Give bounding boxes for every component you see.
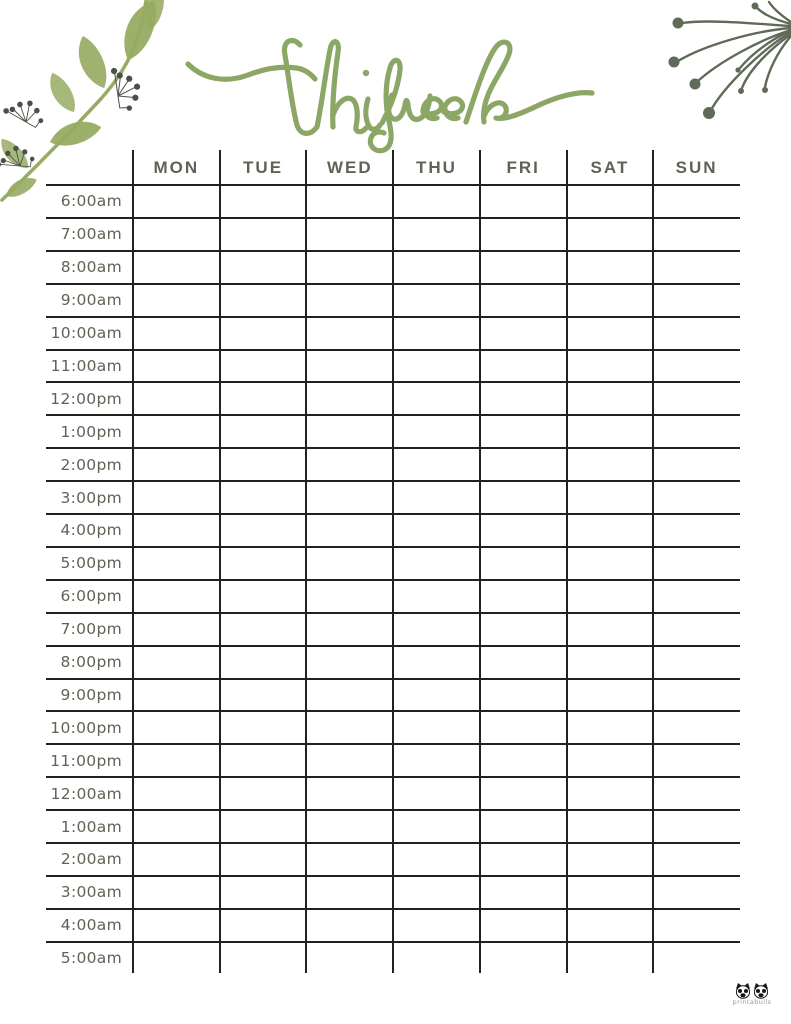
time-label-600am: 6:00am	[60, 192, 122, 211]
cell-wed-16	[307, 712, 392, 743]
cell-tue-1	[221, 219, 306, 250]
cell-sat-2	[568, 252, 653, 283]
cell-wed-11	[307, 548, 392, 579]
cell-mon-16	[134, 712, 219, 743]
page-title	[178, 26, 602, 162]
cell-fri-4	[481, 318, 566, 349]
cell-thu-11	[394, 548, 479, 579]
cell-tue-20	[221, 844, 306, 875]
cell-sun-18	[654, 778, 739, 809]
cell-wed-4	[307, 318, 392, 349]
cell-sun-14	[654, 647, 739, 678]
cell-mon-23	[134, 943, 219, 974]
cell-fri-19	[481, 811, 566, 842]
cell-fri-20	[481, 844, 566, 875]
cell-tue-10	[221, 515, 306, 546]
time-label-1200am: 12:00am	[50, 784, 122, 803]
cell-mon-4	[134, 318, 219, 349]
day-header-fri: FRI	[506, 157, 540, 177]
cell-wed-8	[307, 449, 392, 480]
time-label-400pm: 4:00pm	[60, 521, 122, 540]
cell-thu-0	[394, 186, 479, 217]
cell-sun-19	[654, 811, 739, 842]
cell-mon-5	[134, 351, 219, 382]
cell-mon-10	[134, 515, 219, 546]
cell-tue-6	[221, 383, 306, 414]
day-header-sun: SUN	[675, 157, 718, 177]
cell-mon-20	[134, 844, 219, 875]
cell-wed-2	[307, 252, 392, 283]
cell-thu-12	[394, 581, 479, 612]
cell-sun-5	[654, 351, 739, 382]
cell-fri-15	[481, 680, 566, 711]
cell-sun-4	[654, 318, 739, 349]
day-header-sat: SAT	[590, 157, 630, 177]
time-label-1100am: 11:00am	[50, 356, 122, 375]
bulldog-icon	[732, 982, 772, 999]
cell-wed-1	[307, 219, 392, 250]
cell-fri-12	[481, 581, 566, 612]
cell-sun-21	[654, 877, 739, 908]
cell-sun-8	[654, 449, 739, 480]
time-label-200pm: 2:00pm	[60, 455, 122, 474]
time-label-300pm: 3:00pm	[60, 488, 122, 507]
cell-sun-15	[654, 680, 739, 711]
cell-thu-13	[394, 614, 479, 645]
cell-thu-4	[394, 318, 479, 349]
cell-wed-22	[307, 910, 392, 941]
cell-wed-7	[307, 416, 392, 447]
cell-tue-16	[221, 712, 306, 743]
cell-fri-3	[481, 285, 566, 316]
cell-mon-6	[134, 383, 219, 414]
cell-thu-1	[394, 219, 479, 250]
cell-sun-2	[654, 252, 739, 283]
cell-wed-10	[307, 515, 392, 546]
cell-sun-1	[654, 219, 739, 250]
cell-fri-9	[481, 482, 566, 513]
cell-fri-6	[481, 383, 566, 414]
cell-fri-11	[481, 548, 566, 579]
cell-thu-3	[394, 285, 479, 316]
cell-wed-17	[307, 745, 392, 776]
cell-sun-3	[654, 285, 739, 316]
cell-sat-13	[568, 614, 653, 645]
time-label-900pm: 9:00pm	[60, 685, 122, 704]
time-label-200am: 2:00am	[60, 850, 122, 869]
cell-wed-3	[307, 285, 392, 316]
cell-tue-8	[221, 449, 306, 480]
day-header-thu: THU	[416, 157, 457, 177]
time-label-1000am: 10:00am	[50, 324, 122, 343]
cell-thu-8	[394, 449, 479, 480]
cell-thu-18	[394, 778, 479, 809]
cell-mon-18	[134, 778, 219, 809]
cell-mon-19	[134, 811, 219, 842]
time-label-100am: 1:00am	[60, 817, 122, 836]
cell-thu-6	[394, 383, 479, 414]
cell-mon-9	[134, 482, 219, 513]
cell-tue-17	[221, 745, 306, 776]
cell-sat-22	[568, 910, 653, 941]
cell-thu-9	[394, 482, 479, 513]
cell-mon-3	[134, 285, 219, 316]
berry-branch-decoration	[631, 0, 791, 150]
time-label-500pm: 5:00pm	[60, 554, 122, 573]
cell-thu-22	[394, 910, 479, 941]
cell-sat-20	[568, 844, 653, 875]
time-label-100pm: 1:00pm	[60, 422, 122, 441]
cell-sun-11	[654, 548, 739, 579]
cell-fri-0	[481, 186, 566, 217]
cell-thu-7	[394, 416, 479, 447]
cell-wed-23	[307, 943, 392, 974]
cell-fri-13	[481, 614, 566, 645]
cell-fri-5	[481, 351, 566, 382]
cell-tue-0	[221, 186, 306, 217]
cell-sun-10	[654, 515, 739, 546]
day-header-tue: TUE	[243, 157, 284, 177]
cell-sun-12	[654, 581, 739, 612]
cell-mon-2	[134, 252, 219, 283]
cell-thu-14	[394, 647, 479, 678]
cell-tue-7	[221, 416, 306, 447]
cell-sat-8	[568, 449, 653, 480]
cell-mon-15	[134, 680, 219, 711]
cell-mon-21	[134, 877, 219, 908]
cell-sat-16	[568, 712, 653, 743]
cell-thu-2	[394, 252, 479, 283]
cell-fri-2	[481, 252, 566, 283]
cell-sat-12	[568, 581, 653, 612]
cell-fri-17	[481, 745, 566, 776]
cell-wed-19	[307, 811, 392, 842]
cell-tue-18	[221, 778, 306, 809]
cell-tue-4	[221, 318, 306, 349]
cell-fri-23	[481, 943, 566, 974]
cell-wed-20	[307, 844, 392, 875]
logo-text: printabulls	[732, 998, 772, 1006]
day-header-mon: MON	[153, 157, 200, 177]
cell-sun-6	[654, 383, 739, 414]
cell-tue-14	[221, 647, 306, 678]
time-label-600pm: 6:00pm	[60, 587, 122, 606]
cell-sat-3	[568, 285, 653, 316]
cell-sat-15	[568, 680, 653, 711]
cell-sun-17	[654, 745, 739, 776]
cell-mon-13	[134, 614, 219, 645]
cell-fri-14	[481, 647, 566, 678]
cell-tue-19	[221, 811, 306, 842]
cell-mon-8	[134, 449, 219, 480]
cell-mon-12	[134, 581, 219, 612]
cell-fri-16	[481, 712, 566, 743]
cell-wed-6	[307, 383, 392, 414]
time-label-900am: 9:00am	[60, 291, 122, 310]
cell-thu-19	[394, 811, 479, 842]
cell-tue-21	[221, 877, 306, 908]
cell-wed-0	[307, 186, 392, 217]
cell-mon-7	[134, 416, 219, 447]
cell-sat-6	[568, 383, 653, 414]
cell-thu-16	[394, 712, 479, 743]
cell-wed-13	[307, 614, 392, 645]
cell-thu-17	[394, 745, 479, 776]
cell-sun-16	[654, 712, 739, 743]
time-label-800am: 8:00am	[60, 258, 122, 277]
cell-tue-22	[221, 910, 306, 941]
cell-mon-11	[134, 548, 219, 579]
cell-wed-9	[307, 482, 392, 513]
cell-thu-5	[394, 351, 479, 382]
cell-wed-15	[307, 680, 392, 711]
cell-sun-20	[654, 844, 739, 875]
cell-tue-15	[221, 680, 306, 711]
cell-sat-11	[568, 548, 653, 579]
time-label-800pm: 8:00pm	[60, 653, 122, 672]
cell-sun-13	[654, 614, 739, 645]
cell-tue-11	[221, 548, 306, 579]
cell-thu-23	[394, 943, 479, 974]
time-label-700pm: 7:00pm	[60, 620, 122, 639]
cell-sat-14	[568, 647, 653, 678]
cell-mon-17	[134, 745, 219, 776]
cell-fri-21	[481, 877, 566, 908]
cell-fri-18	[481, 778, 566, 809]
cell-tue-9	[221, 482, 306, 513]
cell-sun-0	[654, 186, 739, 217]
cell-sun-7	[654, 416, 739, 447]
cell-wed-12	[307, 581, 392, 612]
day-header-wed: WED	[326, 157, 373, 177]
time-label-1200pm: 12:00pm	[50, 389, 122, 408]
title-script-art	[178, 26, 602, 162]
cell-fri-8	[481, 449, 566, 480]
cell-sun-23	[654, 943, 739, 974]
time-label-1000pm: 10:00pm	[50, 718, 122, 737]
cell-sat-5	[568, 351, 653, 382]
cell-tue-2	[221, 252, 306, 283]
cell-sat-23	[568, 943, 653, 974]
printabulls-logo	[722, 982, 782, 1018]
cell-sat-0	[568, 186, 653, 217]
cell-mon-14	[134, 647, 219, 678]
cell-tue-3	[221, 285, 306, 316]
time-label-1100pm: 11:00pm	[50, 751, 122, 770]
cell-sat-18	[568, 778, 653, 809]
cell-fri-22	[481, 910, 566, 941]
cell-sat-17	[568, 745, 653, 776]
cell-fri-1	[481, 219, 566, 250]
time-label-400am: 4:00am	[60, 916, 122, 935]
cell-mon-0	[134, 186, 219, 217]
cell-thu-20	[394, 844, 479, 875]
cell-sun-9	[654, 482, 739, 513]
cell-mon-1	[134, 219, 219, 250]
cell-fri-10	[481, 515, 566, 546]
time-label-700am: 7:00am	[60, 225, 122, 244]
cell-sat-7	[568, 416, 653, 447]
cell-sat-1	[568, 219, 653, 250]
cell-tue-12	[221, 581, 306, 612]
time-label-500am: 5:00am	[60, 949, 122, 968]
cell-tue-13	[221, 614, 306, 645]
cell-tue-5	[221, 351, 306, 382]
cell-tue-23	[221, 943, 306, 974]
cell-wed-5	[307, 351, 392, 382]
cell-sat-19	[568, 811, 653, 842]
cell-thu-15	[394, 680, 479, 711]
cell-mon-22	[134, 910, 219, 941]
time-label-300am: 3:00am	[60, 883, 122, 902]
cell-sat-21	[568, 877, 653, 908]
cell-wed-18	[307, 778, 392, 809]
cell-sat-10	[568, 515, 653, 546]
cell-sat-9	[568, 482, 653, 513]
cell-wed-14	[307, 647, 392, 678]
cell-fri-7	[481, 416, 566, 447]
cell-thu-10	[394, 515, 479, 546]
cell-thu-21	[394, 877, 479, 908]
cell-wed-21	[307, 877, 392, 908]
cell-sun-22	[654, 910, 739, 941]
cell-sat-4	[568, 318, 653, 349]
